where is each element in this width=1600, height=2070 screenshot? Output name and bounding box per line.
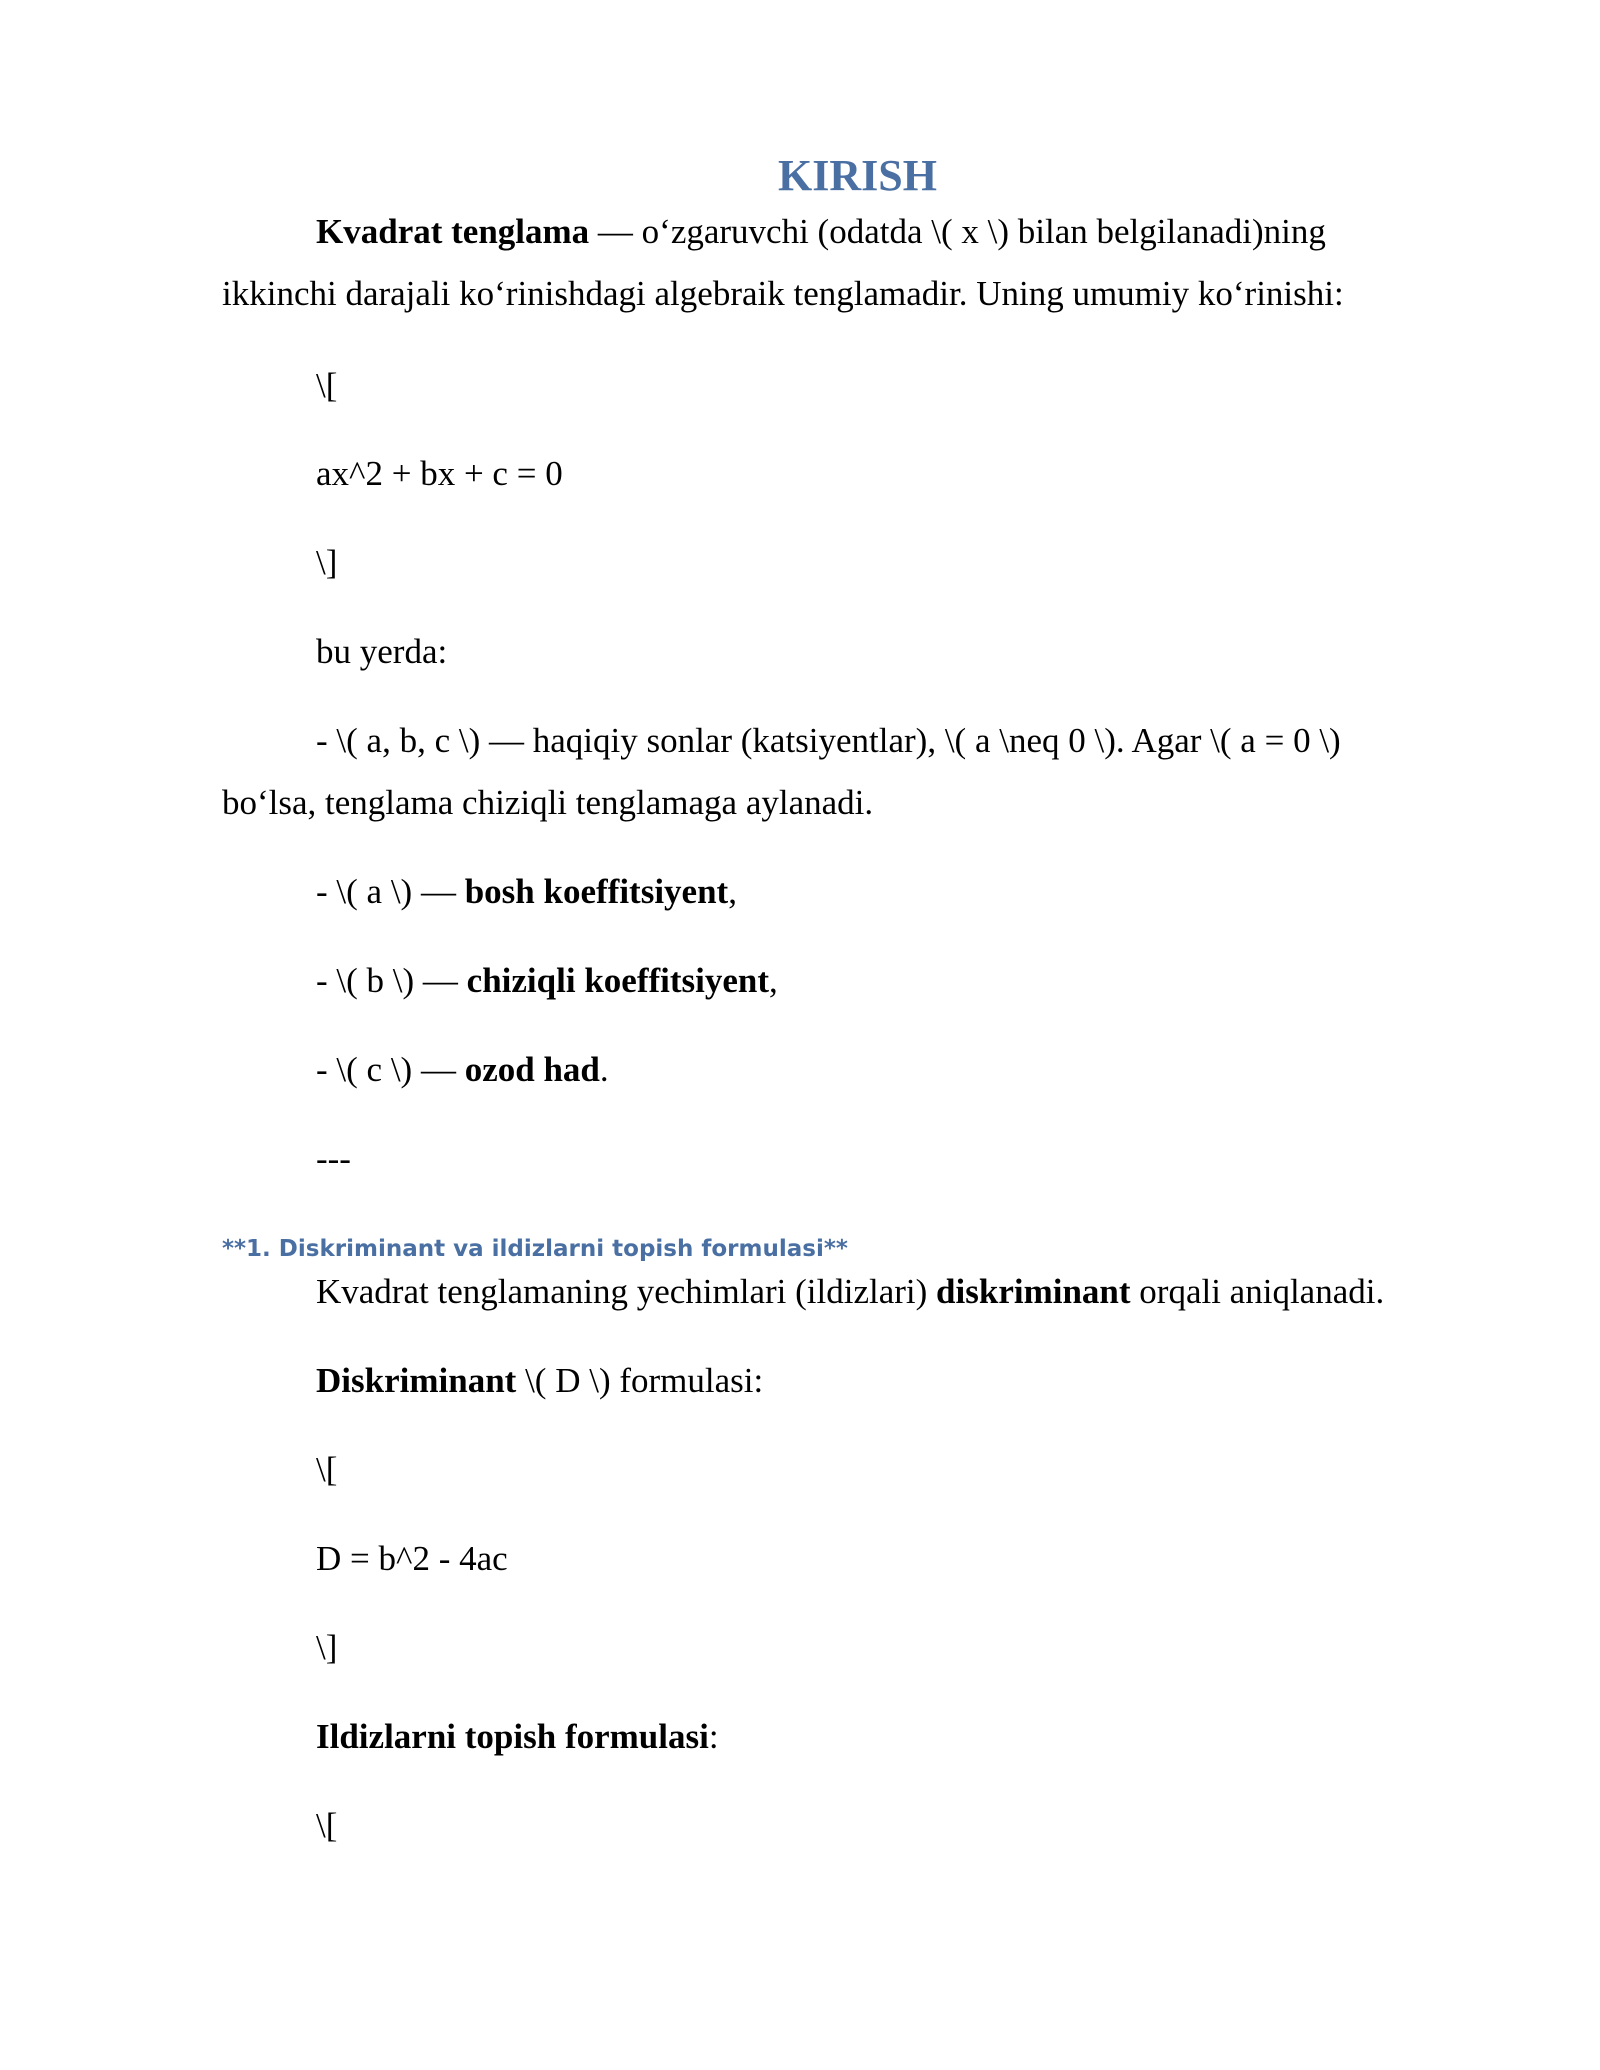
intro-line-1 <box>316 210 1326 254</box>
roots-label: Ildizlarni topish formulasi: <box>316 1717 719 1756</box>
eq1-body: ax^2 + bx + c = 0 <box>316 454 563 493</box>
section-heading: **1. Diskriminant va ildizlarni topish formulasi** <box>222 1236 848 1262</box>
eq2-close: \] <box>316 1628 338 1667</box>
section-para-bold: diskriminant <box>936 1272 1131 1311</box>
eq2-body: D = b^2 - 4ac <box>316 1539 508 1578</box>
disc-label: Diskriminant \( D \) formulasi: <box>316 1361 764 1400</box>
list-item: - \( a \) — bosh koeffitsiyent, <box>316 872 737 911</box>
intro-rest: — o‘zgaruvchi (odatda \( x \) bilan belgilanadi)ning <box>589 212 1326 251</box>
page-title: KIRISH <box>778 151 937 200</box>
where-label: bu yerda: <box>316 632 448 671</box>
list-item-bold: bosh koeffitsiyent <box>464 872 729 911</box>
eq1-close: \] <box>316 543 338 582</box>
intro-term: Kvadrat tenglama <box>316 212 590 251</box>
list-item-bold: chiziqli koeffitsiyent <box>466 961 770 1000</box>
list-item: - \( c \) — ozod had. <box>316 1050 609 1089</box>
roots-label-bold: Ildizlarni topish formulasi <box>316 1717 709 1756</box>
separator: --- <box>316 1139 351 1178</box>
list-item-bold: ozod had <box>464 1050 600 1089</box>
coef-line-2: bo‘lsa, tenglama chiziqli tenglamaga aylanadi. <box>222 783 874 822</box>
intro-line-2: ikkinchi darajali ko‘rinishdagi algebraik tenglamadir. Uning umumiy ko‘rinishi: <box>222 274 1344 313</box>
list-item: - \( b \) — chiziqli koeffitsiyent, <box>316 961 778 1000</box>
eq3-open: \[ <box>316 1806 338 1845</box>
section-para: Kvadrat tenglamaning yechimlari (ildizlari) diskriminant orqali aniqlanadi. <box>316 1272 1385 1311</box>
eq1-open: \[ <box>316 366 338 405</box>
eq2-open: \[ <box>316 1450 338 1489</box>
disc-label-bold: Diskriminant <box>316 1361 517 1400</box>
coef-line-1: - \( a, b, c \) — haqiqiy sonlar (katsiyentlar), \( a \neq 0 \). Agar \( a = 0 \) <box>316 721 1341 760</box>
